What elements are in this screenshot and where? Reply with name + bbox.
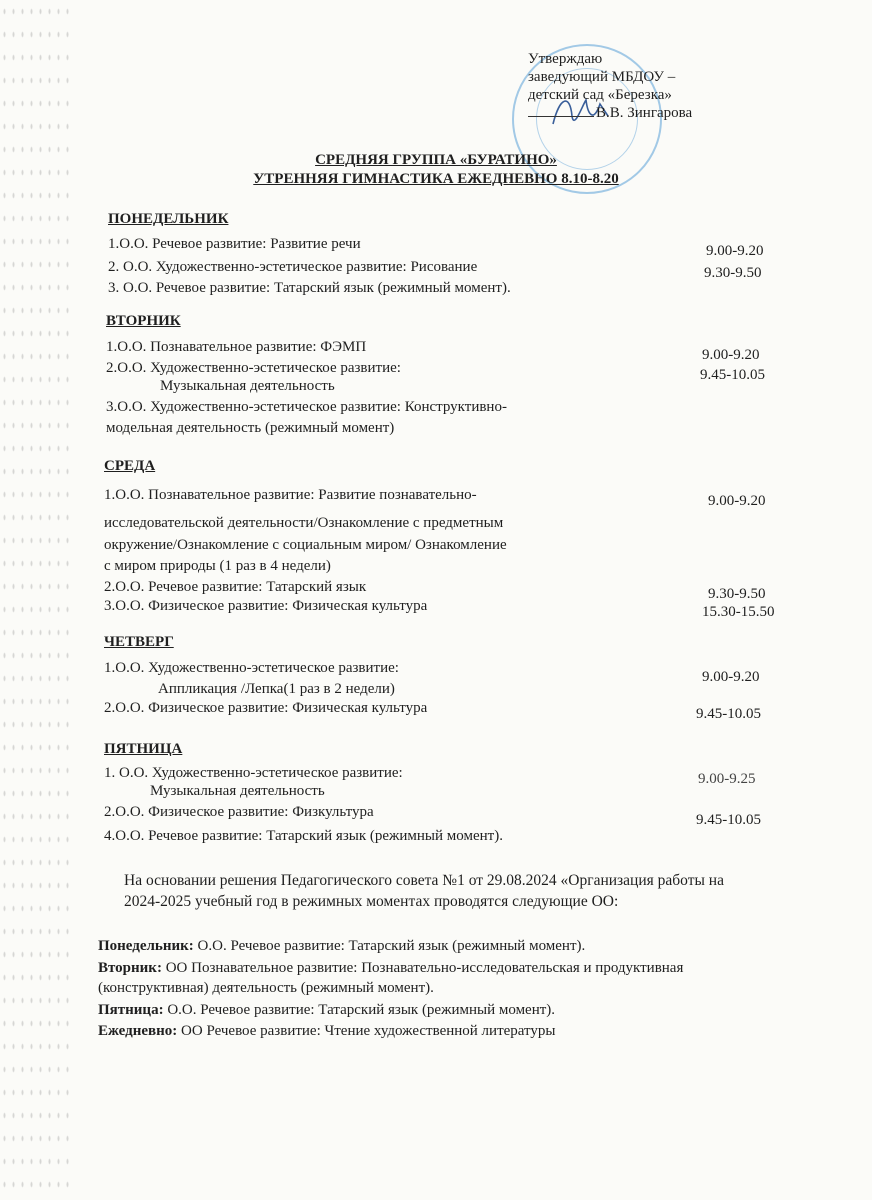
lesson-item: 3. О.О. Речевое развитие: Татарский язык (режимный момент). [108, 280, 511, 296]
day-heading-monday: ПОНЕДЕЛЬНИК [108, 211, 229, 227]
summary-line: Пятница: О.О. Речевое развитие: Татарский язык (режимный момент). [98, 1002, 556, 1018]
lesson-item: исследовательской деятельности/Ознакомление с предметным [104, 515, 504, 531]
lesson-item: Музыкальная деятельность [160, 378, 335, 394]
lesson-time: 9.45-10.05 [696, 706, 761, 722]
day-heading-tuesday: ВТОРНИК [106, 313, 181, 329]
lesson-item: 2.О.О. Речевое развитие: Татарский язык [104, 579, 367, 595]
lesson-item: с миром природы (1 раз в 4 недели) [104, 558, 331, 574]
lesson-item: 2. О.О. Художественно-эстетическое развитие: Рисование [108, 259, 478, 275]
lesson-item: 1.О.О. Художественно-эстетическое развитие: [104, 660, 399, 676]
approval-signer-line [528, 104, 692, 122]
summary-line: Понедельник: О.О. Речевое развитие: Татарский язык (режимный момент). [98, 938, 586, 954]
lesson-time: 9.00-9.20 [708, 493, 766, 509]
lesson-item: 2.О.О. Физическое развитие: Физкультура [104, 804, 374, 820]
approval-block [528, 50, 692, 122]
signer-name: В.В. Зингарова [596, 105, 693, 121]
lesson-time: 9.00-9.20 [702, 669, 760, 685]
gymnastics-title: УТРЕННЯЯ ГИМНАСТИКА ЕЖЕДНЕВНО 8.10-8.20 [253, 171, 619, 187]
lesson-item: Аппликация /Лепка(1 раз в 2 недели) [158, 681, 395, 697]
group-title: СРЕДНЯЯ ГРУППА «БУРАТИНО» [315, 152, 557, 168]
lesson-item: 3.О.О. Физическое развитие: Физическая культура [104, 598, 428, 614]
day-heading-thursday: ЧЕТВЕРГ [104, 634, 174, 650]
lesson-time: 9.45-10.05 [700, 367, 765, 383]
summary-line: Ежедневно: ОО Речевое развитие: Чтение художественной литературы [98, 1023, 556, 1039]
approval-line: заведующий МБДОУ – [528, 69, 676, 85]
lesson-item: 1.О.О. Познавательное развитие: Развитие познавательно- [104, 487, 477, 503]
lesson-time: 9.30-9.50 [708, 586, 766, 602]
approval-line: детский сад «Березка» [528, 87, 672, 103]
notice-line: 2024-2025 учебный год в режимных моментах проводятся следующие ОО: [124, 893, 619, 910]
lesson-time: 9.00-9.20 [706, 243, 764, 259]
lesson-item: окружение/Ознакомление с социальным миром/ Ознакомление [104, 537, 507, 553]
summary-line: (конструктивная) деятельность (режимный момент). [98, 980, 434, 996]
lesson-item: Музыкальная деятельность [150, 783, 325, 799]
day-heading-friday: ПЯТНИЦА [104, 741, 183, 757]
lesson-item: 3.О.О. Художественно-эстетическое развитие: Конструктивно- [106, 399, 507, 415]
lesson-time: 9.00-9.25 [698, 771, 756, 787]
approval-line: Утверждаю [528, 51, 603, 67]
lesson-time: 9.30-9.50 [704, 265, 762, 281]
summary-line: Вторник: ОО Познавательное развитие: Познавательно-исследовательская и продуктивная [98, 960, 684, 976]
lesson-time: 9.45-10.05 [696, 812, 761, 828]
lesson-time: 15.30-15.50 [702, 604, 775, 620]
lesson-time: 9.00-9.20 [702, 347, 760, 363]
lesson-item: 1.О.О. Речевое развитие: Развитие речи [108, 236, 361, 252]
day-heading-wednesday: СРЕДА [104, 458, 156, 474]
lesson-item: 4.О.О. Речевое развитие: Татарский язык (режимный момент). [104, 828, 503, 844]
lesson-item: 1. О.О. Художественно-эстетическое развитие: [104, 765, 403, 781]
lesson-item: модельная деятельность (режимный момент) [106, 420, 395, 436]
lesson-item: 1.О.О. Познавательное развитие: ФЭМП [106, 339, 367, 355]
notice-line: На основании решения Педагогического совета №1 от 29.08.2024 «Организация работы на [124, 872, 724, 889]
lesson-item: 2.О.О. Художественно-эстетическое развитие: [106, 360, 401, 376]
lesson-item: 2.О.О. Физическое развитие: Физическая культура [104, 700, 428, 716]
